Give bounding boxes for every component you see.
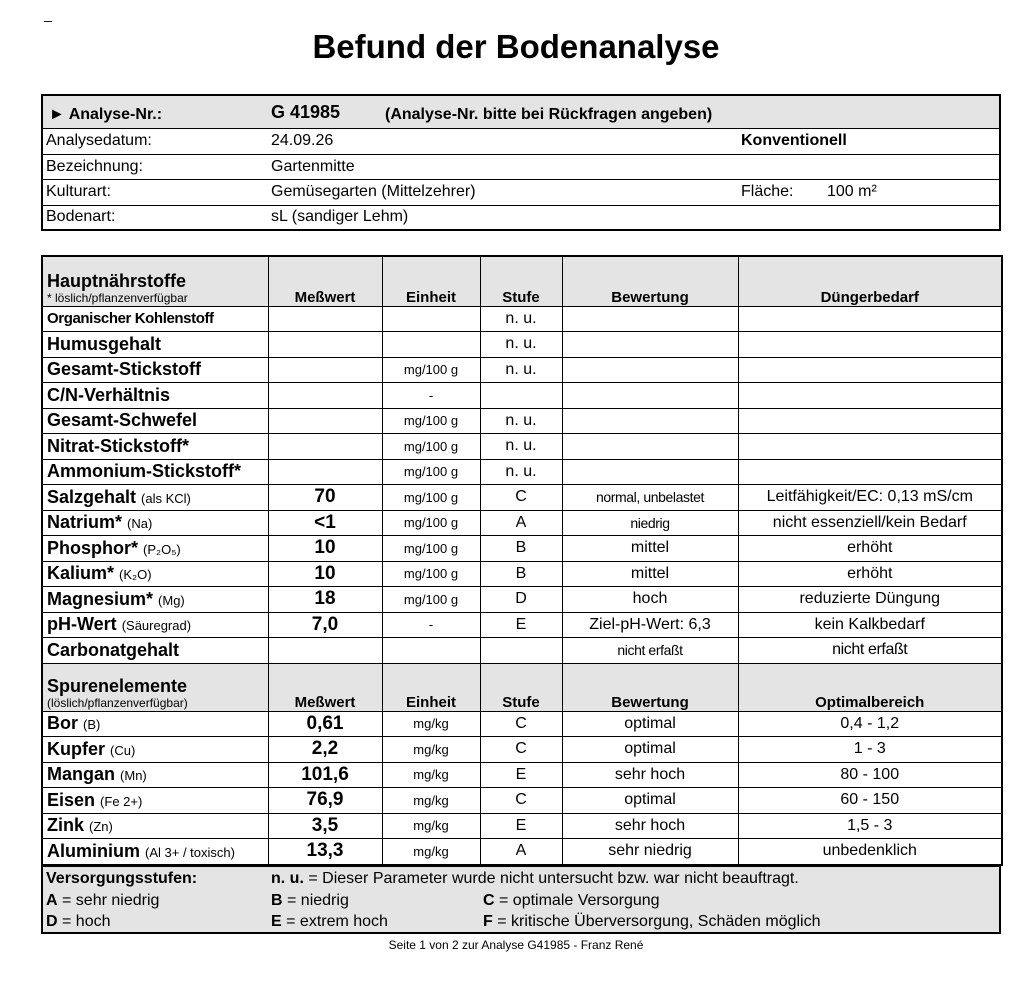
- parameter-symbol: (Zn): [89, 819, 113, 835]
- bodenart-row: [43, 205, 999, 229]
- col-stufe: Stufe: [480, 256, 562, 306]
- parameter-symbol: (K₂O): [119, 567, 152, 583]
- measured-value: 70: [268, 485, 382, 511]
- col-duengerbedarf: Düngerbedarf: [738, 256, 1002, 306]
- parameter-name-cell: [42, 711, 268, 737]
- measured-value: 7,0: [268, 612, 382, 638]
- measured-value: 18: [268, 587, 382, 613]
- bewertung-cell: mittel: [562, 561, 738, 587]
- parameter-name: Nitrat-Stickstoff*: [47, 435, 190, 456]
- unit-cell: mg/100 g: [382, 408, 480, 434]
- parameter-symbol: (Fe 2+): [100, 793, 143, 809]
- col-stufe-trace: Stufe: [480, 663, 562, 711]
- parameter-name: Ammonium-Stickstoff*: [47, 461, 242, 482]
- parameter-symbol: (Mg): [158, 592, 185, 608]
- nutrient-row: [42, 638, 1002, 664]
- parameter-name: Zink: [47, 815, 85, 836]
- parameter-name: Bor: [47, 713, 78, 734]
- parameter-symbol: (Al 3+ / toxisch): [145, 844, 235, 860]
- parameter-name-cell: [42, 485, 268, 511]
- parameter-name: Eisen: [47, 789, 96, 810]
- duengerbedarf-cell: reduzierte Düngung: [738, 587, 1002, 613]
- parameter-name: Kalium*: [47, 563, 115, 584]
- unit-cell: -: [382, 383, 480, 409]
- trace-element-row: [42, 813, 1002, 839]
- parameter-name-cell: [42, 839, 268, 865]
- parameter-name: Kupfer: [47, 738, 105, 759]
- analyse-number: G 41985: [271, 101, 341, 122]
- legend-a-key: A: [46, 892, 58, 909]
- measured-value: [268, 383, 382, 409]
- nutrient-row: [42, 510, 1002, 536]
- stufe-cell: A: [480, 510, 562, 536]
- legend-d: [46, 913, 111, 931]
- bewertung-cell: optimal: [562, 711, 738, 737]
- bewertung-cell: nicht erfaßt: [562, 638, 738, 664]
- parameter-name-cell: [42, 587, 268, 613]
- optimalbereich-cell: 60 - 150: [738, 788, 1002, 814]
- stufe-cell: C: [480, 788, 562, 814]
- parameter-name: Magnesium*: [47, 588, 154, 609]
- optimalbereich-cell: 80 - 100: [738, 762, 1002, 788]
- stufe-cell: C: [480, 485, 562, 511]
- parameter-name: Humusgehalt: [47, 333, 162, 354]
- trace-element-row: [42, 737, 1002, 763]
- duengerbedarf-cell: [738, 357, 1002, 383]
- nutrient-row: [42, 561, 1002, 587]
- bewertung-cell: [562, 306, 738, 332]
- parameter-name: Gesamt-Stickstoff: [47, 359, 202, 380]
- legend-a-text: = sehr niedrig: [62, 892, 160, 909]
- nutrient-row: [42, 357, 1002, 383]
- main-section-header: [42, 256, 1002, 306]
- stufe-cell: E: [480, 612, 562, 638]
- mode-label: Konventionell: [741, 132, 847, 149]
- parameter-symbol: (Cu): [110, 742, 136, 758]
- bewertung-cell: [562, 459, 738, 485]
- main-section-title-cell: [42, 256, 268, 306]
- bewertung-cell: Ziel-pH-Wert: 6,3: [562, 612, 738, 638]
- measured-value: [268, 306, 382, 332]
- unit-cell: mg/kg: [382, 762, 480, 788]
- legend-b-key: B: [271, 892, 283, 909]
- duengerbedarf-cell: erhöht: [738, 561, 1002, 587]
- bodenart-label: Bodenart:: [46, 208, 116, 225]
- parameter-name: Gesamt-Schwefel: [47, 410, 198, 431]
- parameter-name: pH-Wert: [47, 614, 117, 635]
- legend-nu-text: = Dieser Parameter wurde nicht untersucht bzw. war nicht beauftragt.: [308, 870, 799, 887]
- stufe-cell: n. u.: [480, 408, 562, 434]
- trace-element-row: [42, 839, 1002, 865]
- trace-element-row: [42, 788, 1002, 814]
- optimalbereich-cell: 1,5 - 3: [738, 813, 1002, 839]
- parameter-name-cell: [42, 638, 268, 664]
- kulturart-value: Gemüsegarten (Mittelzehrer): [271, 183, 476, 200]
- stufe-cell: D: [480, 587, 562, 613]
- nutrient-row: [42, 485, 1002, 511]
- nutrient-row: [42, 332, 1002, 358]
- unit-cell: mg/100 g: [382, 459, 480, 485]
- legend-f-text: = kritische Überversorgung, Schäden möglich: [497, 913, 821, 930]
- measured-value: 0,61: [268, 711, 382, 737]
- unit-cell: mg/kg: [382, 839, 480, 865]
- nutrient-row: [42, 612, 1002, 638]
- legend-e: [271, 913, 388, 931]
- parameter-name: Aluminium: [47, 840, 140, 861]
- col-bewertung-trace: Bewertung: [562, 663, 738, 711]
- analyse-label: ► Analyse-Nr.:: [49, 106, 163, 123]
- parameter-name-cell: [42, 357, 268, 383]
- parameter-name-cell: [42, 536, 268, 562]
- stufe-cell: B: [480, 561, 562, 587]
- unit-cell: [382, 332, 480, 358]
- bodenart-value: sL (sandiger Lehm): [271, 208, 409, 225]
- legend-a: [46, 892, 159, 910]
- measured-value: [268, 638, 382, 664]
- parameter-name-cell: [42, 561, 268, 587]
- legend-box: [41, 866, 1001, 934]
- measured-value: 2,2: [268, 737, 382, 763]
- unit-cell: mg/100 g: [382, 510, 480, 536]
- duengerbedarf-cell: [738, 306, 1002, 332]
- unit-cell: mg/100 g: [382, 485, 480, 511]
- flaeche-label: Fläche:: [741, 183, 794, 200]
- bewertung-cell: [562, 383, 738, 409]
- parameter-name: Phosphor*: [47, 537, 139, 558]
- analyse-row: [43, 96, 999, 129]
- trace-element-row: [42, 762, 1002, 788]
- unit-cell: mg/100 g: [382, 434, 480, 460]
- measured-value: [268, 459, 382, 485]
- col-einheit: Einheit: [382, 256, 480, 306]
- parameter-name: C/N-Verhältnis: [47, 384, 171, 405]
- measured-value: [268, 332, 382, 358]
- nutrient-row: [42, 383, 1002, 409]
- optimalbereich-cell: 1 - 3: [738, 737, 1002, 763]
- datum-label: Analysedatum:: [46, 132, 152, 149]
- flaeche-value: 100 m²: [827, 183, 877, 200]
- bezeichnung-row: [43, 154, 999, 180]
- parameter-name-cell: [42, 459, 268, 485]
- parameter-symbol: (Säuregrad): [121, 618, 192, 634]
- parameter-name-cell: [42, 813, 268, 839]
- stufe-cell: B: [480, 536, 562, 562]
- bewertung-cell: [562, 332, 738, 358]
- unit-cell: [382, 638, 480, 664]
- measured-value: [268, 408, 382, 434]
- duengerbedarf-cell: [738, 408, 1002, 434]
- bewertung-cell: sehr hoch: [562, 762, 738, 788]
- duengerbedarf-cell: kein Kalkbedarf: [738, 612, 1002, 638]
- unit-cell: mg/100 g: [382, 357, 480, 383]
- bewertung-cell: sehr niedrig: [562, 839, 738, 865]
- datum-row: [43, 128, 999, 155]
- kulturart-row: [43, 179, 999, 206]
- col-bewertung: Bewertung: [562, 256, 738, 306]
- duengerbedarf-cell: [738, 459, 1002, 485]
- unit-cell: -: [382, 612, 480, 638]
- duengerbedarf-cell: nicht erfaßt: [738, 638, 1002, 664]
- trace-elements-body: [42, 663, 1002, 865]
- legend-e-text: = extrem hoch: [286, 913, 388, 930]
- stufe-cell: [480, 383, 562, 409]
- parameter-name: Natrium*: [47, 512, 123, 533]
- trace-section-header: [42, 663, 1002, 711]
- stufe-cell: n. u.: [480, 332, 562, 358]
- page-footer: Seite 1 von 2 zur Analyse G41985 - Franz René: [388, 938, 644, 952]
- bewertung-cell: [562, 434, 738, 460]
- parameter-name-cell: [42, 510, 268, 536]
- col-messwert: Meßwert: [268, 256, 382, 306]
- legend-c: [483, 892, 660, 910]
- parameter-name-cell: [42, 383, 268, 409]
- trace-section-title: Spurenelemente: [47, 675, 188, 696]
- parameter-name-cell: [42, 332, 268, 358]
- main-section-subtitle: * löslich/pflanzenverfügbar: [47, 290, 188, 305]
- analysis-header: [41, 94, 1001, 231]
- duengerbedarf-cell: Leitfähigkeit/EC: 0,13 mS/cm: [738, 485, 1002, 511]
- bewertung-cell: optimal: [562, 737, 738, 763]
- stufe-cell: n. u.: [480, 459, 562, 485]
- results-table: [41, 255, 1003, 866]
- unit-cell: [382, 306, 480, 332]
- bewertung-cell: [562, 357, 738, 383]
- parameter-name-cell: [42, 762, 268, 788]
- duengerbedarf-cell: [738, 383, 1002, 409]
- legend-title: Versorgungsstufen:: [46, 870, 198, 887]
- parameter-name: Salzgehalt: [47, 486, 137, 507]
- parameter-name-cell: [42, 612, 268, 638]
- unit-cell: mg/kg: [382, 788, 480, 814]
- legend-d-key: D: [46, 913, 58, 930]
- parameter-name: Organischer Kohlenstoff: [47, 310, 214, 328]
- trace-element-row: [42, 711, 1002, 737]
- bewertung-cell: sehr hoch: [562, 813, 738, 839]
- parameter-name-cell: [42, 306, 268, 332]
- bewertung-cell: optimal: [562, 788, 738, 814]
- parameter-symbol: (B): [83, 717, 101, 733]
- legend-d-text: = hoch: [62, 913, 111, 930]
- legend-f: [483, 913, 821, 931]
- unit-cell: mg/100 g: [382, 587, 480, 613]
- stufe-cell: n. u.: [480, 357, 562, 383]
- nutrient-row: [42, 459, 1002, 485]
- col-optimalbereich: Optimalbereich: [738, 663, 1002, 711]
- optimalbereich-cell: 0,4 - 1,2: [738, 711, 1002, 737]
- stufe-cell: E: [480, 762, 562, 788]
- main-section-title: Hauptnährstoffe: [47, 270, 186, 291]
- col-einheit-trace: Einheit: [382, 663, 480, 711]
- analyse-hint: (Analyse-Nr. bitte bei Rückfragen angeben): [385, 106, 713, 123]
- unit-cell: mg/kg: [382, 737, 480, 763]
- parameter-name: Carbonatgehalt: [47, 639, 180, 660]
- measured-value: <1: [268, 510, 382, 536]
- nutrient-row: [42, 587, 1002, 613]
- duengerbedarf-cell: [738, 332, 1002, 358]
- nutrient-row: [42, 434, 1002, 460]
- stufe-cell: C: [480, 711, 562, 737]
- legend-nu: [271, 870, 799, 888]
- parameter-name: Mangan: [47, 764, 116, 785]
- top-dash: –: [44, 12, 52, 28]
- col-messwert-trace: Meßwert: [268, 663, 382, 711]
- parameter-symbol: (Na): [127, 516, 153, 532]
- bewertung-cell: hoch: [562, 587, 738, 613]
- unit-cell: mg/kg: [382, 711, 480, 737]
- nutrient-row: [42, 306, 1002, 332]
- legend-e-key: E: [271, 913, 282, 930]
- stufe-cell: C: [480, 737, 562, 763]
- trace-section-title-cell: [42, 663, 268, 711]
- legend-f-key: F: [483, 913, 493, 930]
- unit-cell: mg/100 g: [382, 536, 480, 562]
- legend-nu-key: n. u.: [271, 870, 304, 887]
- measured-value: 101,6: [268, 762, 382, 788]
- stufe-cell: n. u.: [480, 306, 562, 332]
- bewertung-cell: [562, 408, 738, 434]
- measured-value: 13,3: [268, 839, 382, 865]
- parameter-symbol: (P₂O₅): [143, 541, 181, 557]
- nutrient-row: [42, 408, 1002, 434]
- stufe-cell: n. u.: [480, 434, 562, 460]
- stufe-cell: A: [480, 839, 562, 865]
- bewertung-cell: niedrig: [562, 510, 738, 536]
- nutrient-row: [42, 536, 1002, 562]
- parameter-name-cell: [42, 434, 268, 460]
- parameter-name-cell: [42, 408, 268, 434]
- measured-value: [268, 357, 382, 383]
- page-title: Befund der Bodenanalyse: [312, 28, 720, 65]
- bezeichnung-label: Bezeichnung:: [46, 157, 143, 175]
- duengerbedarf-cell: [738, 434, 1002, 460]
- unit-cell: mg/kg: [382, 813, 480, 839]
- stufe-cell: [480, 638, 562, 664]
- bezeichnung-value: Gartenmitte: [271, 157, 355, 175]
- measured-value: 10: [268, 561, 382, 587]
- stufe-cell: E: [480, 813, 562, 839]
- duengerbedarf-cell: erhöht: [738, 536, 1002, 562]
- parameter-symbol: (Mn): [120, 768, 147, 784]
- datum-value: 24.09.26: [271, 132, 334, 149]
- bewertung-cell: normal, unbelastet: [562, 485, 738, 511]
- measured-value: 3,5: [268, 813, 382, 839]
- trace-section-subtitle: (löslich/pflanzenverfügbar): [47, 695, 188, 710]
- parameter-symbol: (als KCl): [141, 490, 191, 506]
- kulturart-label: Kulturart:: [46, 183, 111, 200]
- measured-value: 76,9: [268, 788, 382, 814]
- optimalbereich-cell: unbedenklich: [738, 839, 1002, 865]
- main-nutrients-body: [42, 256, 1002, 663]
- legend-c-key: C: [483, 892, 495, 909]
- duengerbedarf-cell: nicht essenziell/kein Bedarf: [738, 510, 1002, 536]
- legend-b-text: = niedrig: [287, 892, 349, 909]
- measured-value: [268, 434, 382, 460]
- parameter-name-cell: [42, 737, 268, 763]
- parameter-name-cell: [42, 788, 268, 814]
- measured-value: 10: [268, 536, 382, 562]
- unit-cell: mg/100 g: [382, 561, 480, 587]
- bewertung-cell: mittel: [562, 536, 738, 562]
- legend-b: [271, 892, 349, 910]
- legend-c-text: = optimale Versorgung: [499, 892, 660, 909]
